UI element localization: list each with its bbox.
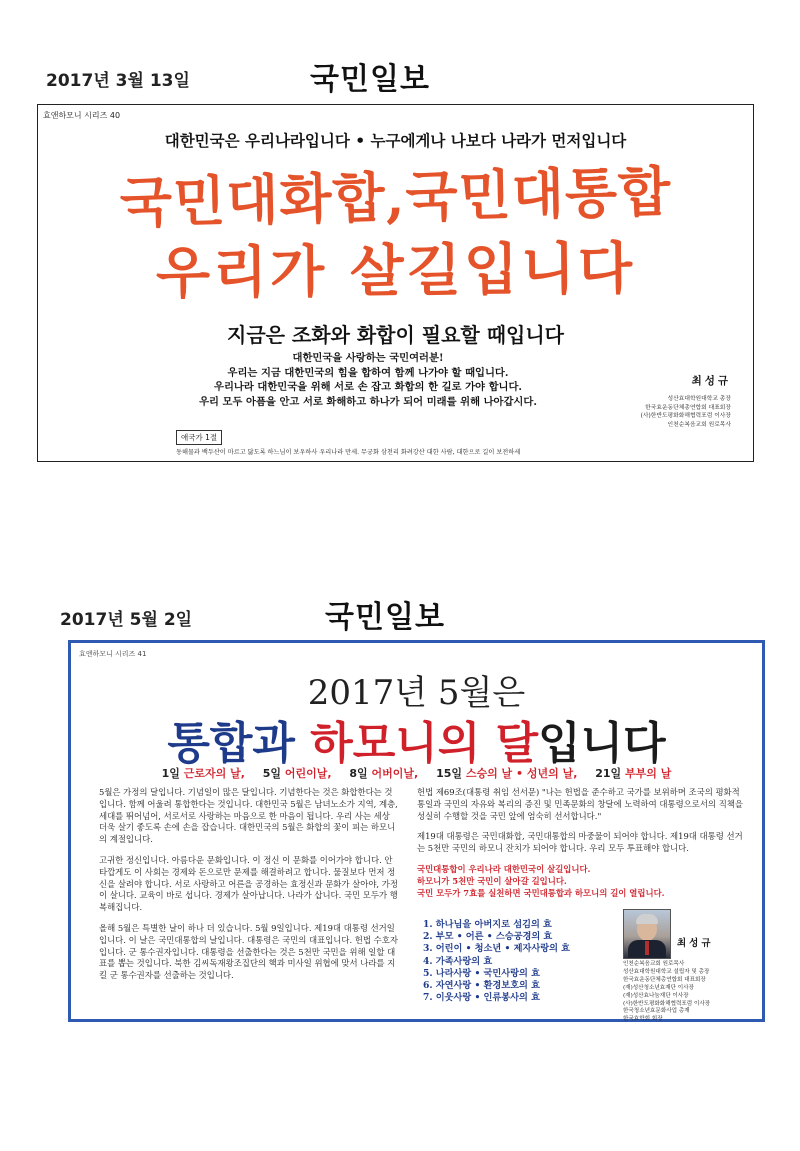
- day-item: 21일 부부의 날: [595, 767, 672, 780]
- clip2-advertisement: [68, 640, 765, 1022]
- paragraph: 올해 5월은 특별한 날이 하나 더 있습니다. 5월 9일입니다. 제19대 대통령 선거일입니다. 이 날은 국민대통합의 날입니다. 대통령은 국민의 대표입니다. 헌법 수호자입니다. 군 통수권자입니다. 대통령을 선출한다는 것은 5천만 국민을 위해 일할 대표를 뽑는 것입니다. 북한 김씨독재왕조집단의 핵과 미사일 위협에 맞서 나라를 지킬 군 통수권자를 선출하는 것입니다.: [99, 922, 398, 981]
- headline-line2: 우리가 살길입니다: [155, 235, 636, 307]
- credential-line: 성산효대학원대학교 설립자 및 총장: [623, 968, 710, 975]
- tagline: 대한민국은 우리나라입니다 • 누구에게나 나보다 나라가 먼저입니다: [164, 132, 627, 150]
- red-emphasis: [417, 864, 743, 899]
- red-line: 하모니가 5천만 국민이 살아갈 길입니다.: [417, 875, 567, 886]
- author-photo: [623, 909, 671, 959]
- anthem-text: 동해물과 백두산이 마르고 닳도록 하느님이 보우하사 우리나라 만세. 무궁화 삼천리 화려강산 대한 사람, 대한으로 길이 보전하세: [176, 449, 521, 456]
- title-line2: [71, 707, 762, 771]
- credential-line: (사)한반도평화화해협력포럼 이사장: [640, 413, 731, 419]
- day-item: 8일 어버이날,: [349, 767, 419, 780]
- subheadline: 지금은 조화와 화합이 필요할 때입니다: [227, 323, 564, 347]
- signature: 최성규: [677, 938, 714, 949]
- right-column: [417, 787, 743, 899]
- credential-line: 인천순복음교회 원로목사: [667, 421, 731, 428]
- clip2-newspaper-title: 국민일보: [325, 600, 445, 635]
- clip2-date: 2017년 5월 2일: [60, 610, 193, 630]
- days-list: [71, 765, 762, 781]
- series-label: 효앤하모니 시리즈 40: [43, 111, 121, 120]
- paragraph: 5월은 가정의 달입니다. 기념일이 많은 달입니다. 기념한다는 것은 화합한다는 것입니다. 함께 어울려 통합한다는 것입니다. 대한민국 5월은 남녀노소가 지역, 계층, 세대를 뛰어넘어, 서로서로 사랑하는 마음으로 한 마음이 됩니다. 우리 사는 세상 더욱 살기 좋도록 손에 손을 잡습니다. 대한민국의 5월은 화합의 꽃이 피는 하모니의 계절입니다.: [99, 787, 398, 845]
- credential-line: 인천순복음교회 원로목사: [623, 961, 685, 967]
- title-line1: 2017년 5월은: [307, 673, 526, 713]
- paragraph: 헌법 제69조(대통령 취임 선서문) "나는 헌법을 준수하고 국가를 보위하며 조국의 평화적 통일과 국민의 자유와 복리의 증진 및 민족문화의 창달에 노력하여 대통령으로서의 직책을 성실히 수행할 것을 국민 앞에 엄숙히 선서합니다.": [417, 787, 743, 821]
- body-line: 우리 모두 아픔을 안고 서로 화해하고 하나가 되어 미래를 위해 나아갑시다.: [199, 395, 537, 408]
- anthem-label: 애국가 1절: [176, 430, 222, 445]
- headline-line1: 국민대화합,국민대통합: [119, 159, 672, 235]
- red-line: 국민 모두가 7효를 실천하면 국민대통합과 하모니의 길이 열립니다.: [417, 887, 665, 898]
- day-item: 15일 스승의 날 • 성년의 날,: [436, 767, 578, 780]
- credential-line: (재)성산효나눔재단 이사장: [623, 992, 689, 999]
- credentials: [641, 395, 731, 429]
- list-item: 2. 부모 • 어른 • 스승공경의 효: [423, 931, 553, 943]
- credentials: [623, 961, 710, 1024]
- clip1-date: 2017년 3월 13일: [46, 71, 190, 91]
- credential-line: 한국청소년효문화사업 총재: [623, 1008, 690, 1015]
- title-part-harmony: 하모니의 달: [310, 718, 539, 769]
- clip1-advertisement: [37, 104, 754, 462]
- day-item: 1일 근로자의 날,: [161, 767, 245, 780]
- seven-hyo-list: [423, 919, 570, 1004]
- signature: 최성규: [691, 375, 731, 387]
- credential-line: 한국효학회 회장: [623, 1016, 663, 1023]
- credential-line: (사)한반도평화화해협력포럼 이사장: [623, 1000, 711, 1007]
- list-item: 5. 나라사랑 • 국민사랑의 효: [423, 967, 541, 979]
- list-item: 1. 하나님을 아버지로 섬김의 효: [423, 919, 552, 930]
- red-line: 국민대통합이 우리나라 대한민국이 살길입니다.: [417, 863, 591, 874]
- clip1-newspaper-title: 국민일보: [310, 62, 430, 97]
- body-line: 우리는 지금 대한민국의 힘을 합하여 함께 나가야 할 때입니다.: [227, 366, 509, 379]
- list-item: 6. 자연사랑 • 환경보호의 효: [423, 980, 541, 992]
- title-part-ending: 입니다: [538, 718, 666, 769]
- credential-line: 한국효운동단체총연합회 대표회장: [623, 976, 706, 983]
- body-line: 우리나라 대한민국을 위해 서로 손 잡고 화합의 한 길로 가야 합니다.: [214, 381, 522, 393]
- credential-line: 성산효대학원대학교 총장: [667, 396, 731, 402]
- series-label: 효앤하모니 시리즈 41: [79, 650, 147, 658]
- body-text: [138, 351, 598, 409]
- list-item: 3. 어린이 • 청소년 • 제자사랑의 효: [423, 943, 571, 955]
- list-item: 7. 이웃사랑 • 인류봉사의 효: [423, 992, 541, 1004]
- body-line: 대한민국을 사랑하는 국민여러분!: [292, 352, 444, 364]
- paragraph: 고귀한 정신입니다. 아름다운 문화입니다. 이 정신 이 문화를 이어가야 합니다. 안타깝게도 이 사회는 경제와 돈으로만 문제를 해결하려고 합니다. 물질보다 먼저 정신을 살려야 합니다. 서로 사랑하고 어른을 공경하는 효정신과 문화가 살아야, 가정이 살니다. 교육이 바로 섭니다. 경제가 살아납니다. 나라가 삽니다. 국민 모두가 행복해집니다.: [99, 854, 398, 913]
- title-part-unity: 통합과: [167, 718, 295, 769]
- credential-line: 한국효운동단체총연합회 대표회장: [645, 404, 731, 411]
- list-item: 4. 가족사랑의 효: [423, 955, 493, 967]
- paragraph: 제19대 대통령은 국민대화합, 국민대통합의 마중물이 되어야 합니다. 제19대 대통령 선거는 5천만 국민의 하모니 잔치가 되어야 합니다. 우리 모두 투표해야 합니다.: [417, 831, 743, 854]
- left-column: [99, 787, 399, 991]
- day-item: 5일 어린이날,: [262, 767, 332, 780]
- credential-line: (재)성산청소년효재단 이사장: [623, 984, 694, 991]
